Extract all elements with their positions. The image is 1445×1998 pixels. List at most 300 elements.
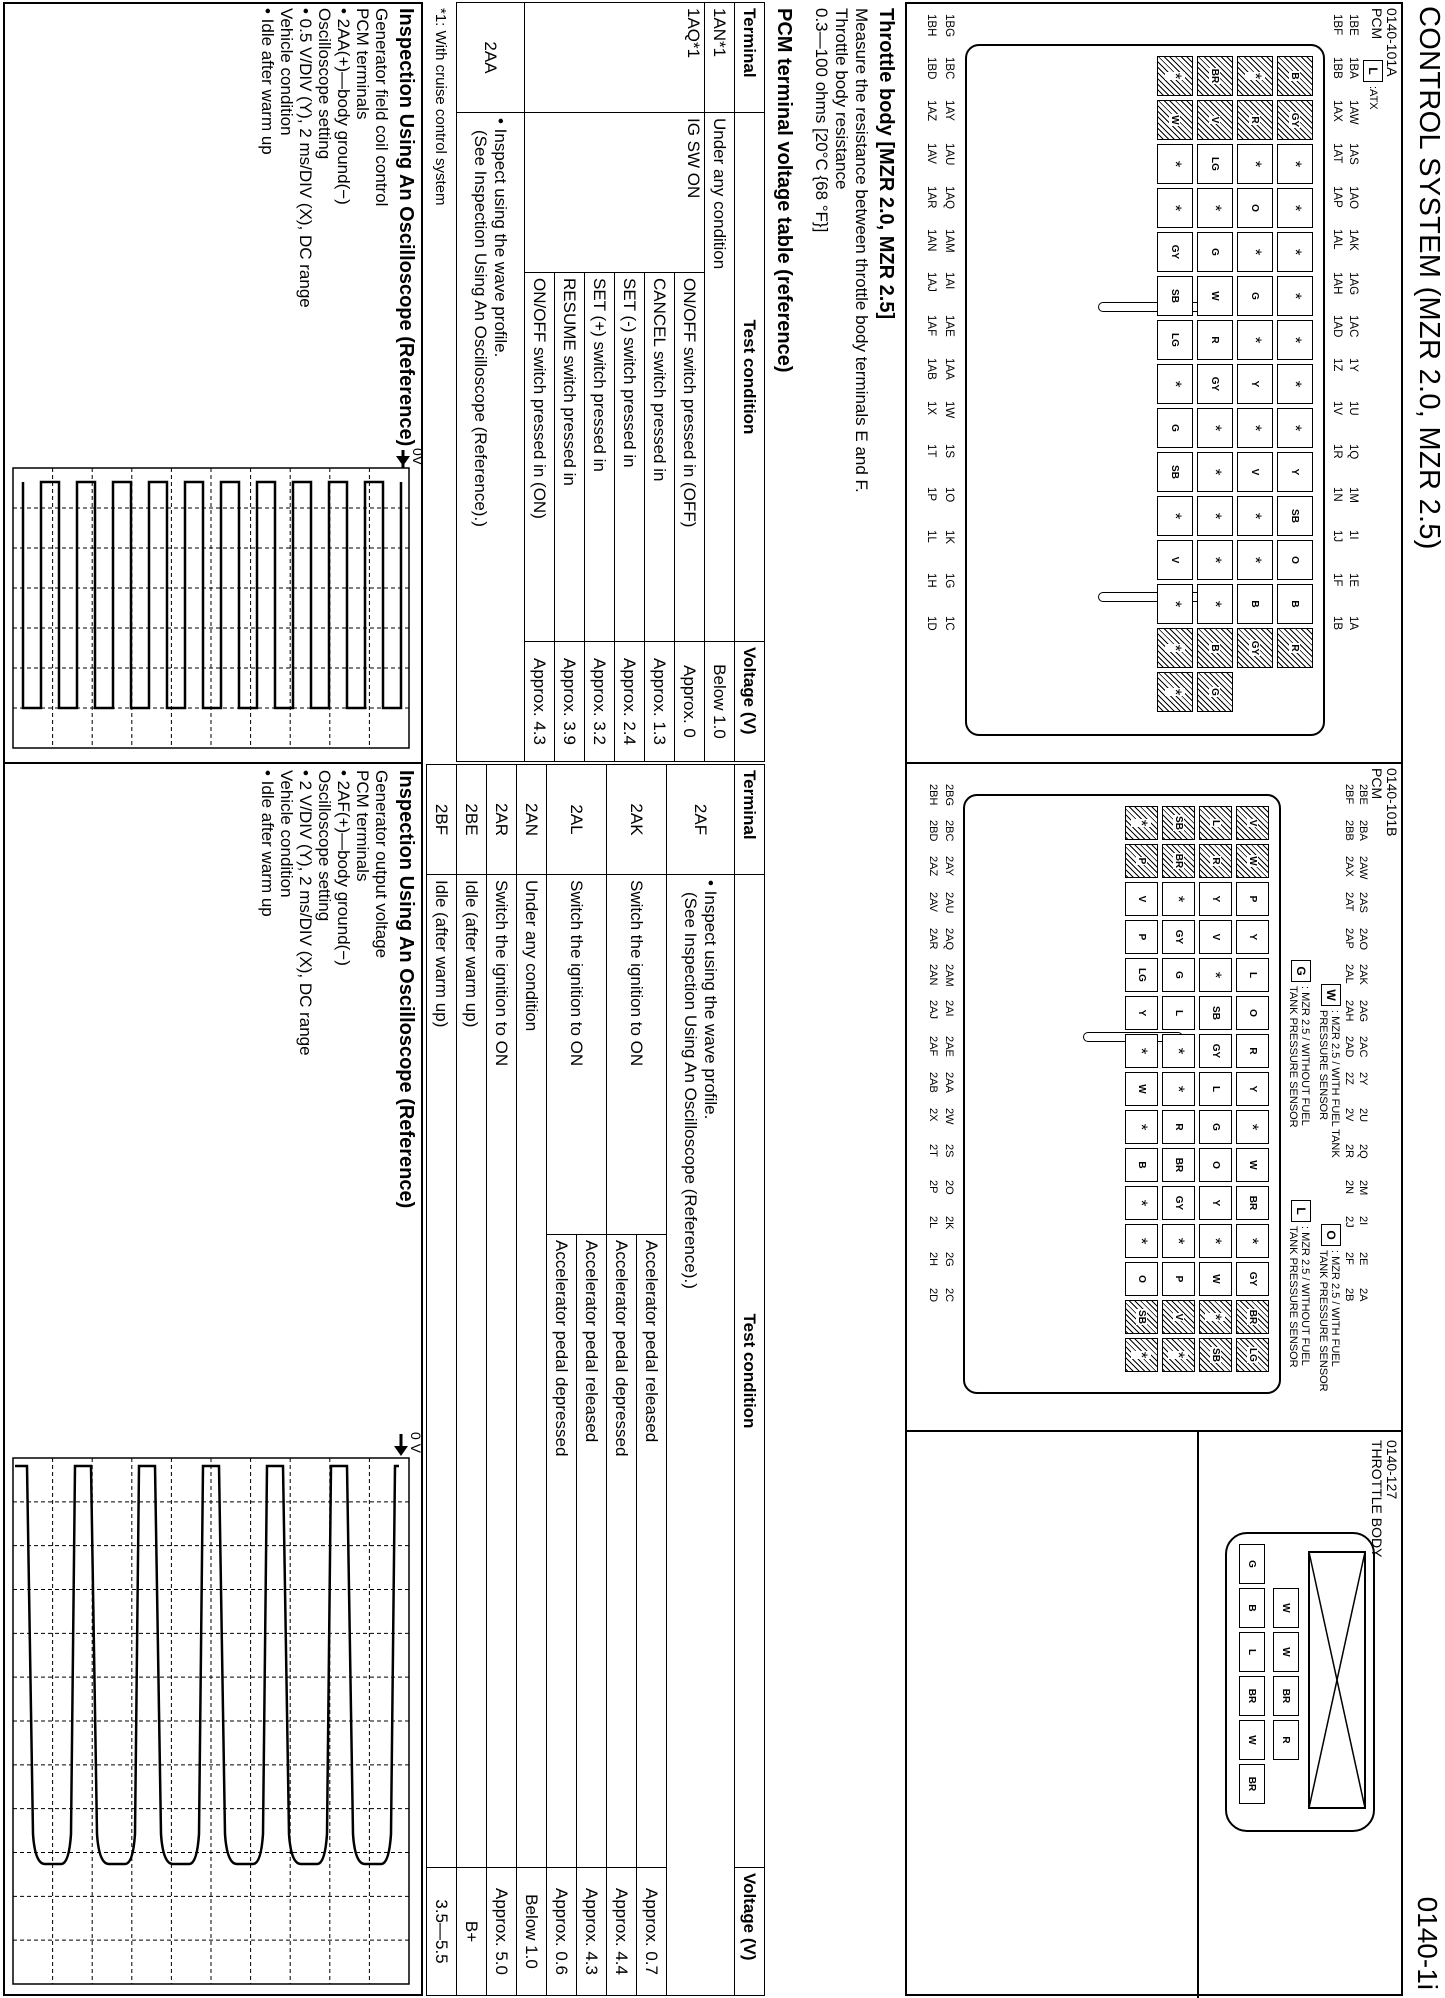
pcm-a-pin-label: 1BB — [1331, 57, 1343, 79]
pcm-a-terminal-cell: * — [1277, 276, 1313, 316]
condition-2an: Under any condition — [517, 875, 547, 1868]
scope-trace — [15, 1466, 399, 1864]
pcm-b-terminal-cell: * — [1199, 958, 1232, 992]
pcm-b-terminal-cell: W — [1199, 1262, 1232, 1296]
pcm-b-terminal-cell: O — [1199, 1148, 1232, 1182]
voltage-2bf: 3.5—5.5 — [427, 1868, 457, 1996]
zero-volt-label: 0V — [410, 448, 426, 466]
pcm-b-terminal-cell: P — [1236, 882, 1269, 916]
terminal-2an: 2AN — [517, 765, 547, 875]
terminal-2ar: 2AR — [487, 765, 517, 875]
throttle-cells-top — [1271, 1542, 1301, 1806]
pin-labels-b-row4 — [927, 784, 939, 1324]
pcm-b-terminal-cell: * — [1162, 882, 1195, 916]
terminal-1an: 1AN*1 — [705, 3, 735, 113]
condition-2af-line2: (See Inspection Using An Oscilloscope (Reference).) — [681, 892, 701, 1289]
sub-condition: ON/OFF switch pressed in (OFF) — [675, 273, 705, 642]
pcm-b-pin-label: 2BE — [1357, 784, 1369, 805]
pcm-a-terminal-cell: * — [1157, 364, 1193, 404]
pcm-b-pin-label: 2W — [943, 1108, 955, 1125]
atx-legend-text: :ATX — [1367, 86, 1379, 110]
zero-volt-arrow-head — [394, 1446, 408, 1456]
pcm-b-pin-label: 2K — [943, 1216, 955, 1230]
connector-a-cell-grid — [1155, 54, 1315, 714]
pcm-b-terminal-cell: SB — [1125, 1300, 1158, 1334]
pcm-b-pin-label: 2S — [943, 1144, 955, 1158]
col-condition-header-r: Test condition — [735, 875, 765, 1868]
pcm-a-pin-label: 1R — [1331, 444, 1343, 459]
zero-volt-arrow-head — [396, 456, 410, 466]
pcm-b-pin-label: 2V — [1343, 1108, 1355, 1122]
pcm-b-terminal-cell: W — [1236, 844, 1269, 878]
pcm-a-terminal-cell: G — [1237, 276, 1273, 316]
pcm-a-pin-label: 1M — [1347, 487, 1359, 503]
pcm-a-terminal-cell: G — [1197, 672, 1233, 712]
pcm-b-terminal-cell: SB — [1199, 1338, 1232, 1372]
connector-b-name: PCM — [1369, 768, 1385, 800]
voltage-value: Approx. 4.3 — [577, 1868, 607, 1996]
pcm-b-pin-label: 2AN — [927, 964, 939, 986]
pcm-b-pin-label: 2AA — [943, 1072, 955, 1093]
pin-labels-b-row1 — [1357, 784, 1369, 1324]
condition-2al: Switch the ignition to ON — [547, 875, 607, 1235]
voltage-value: Approx. 2.4 — [615, 642, 645, 762]
pcm-b-terminal-cell: Y — [1236, 1072, 1269, 1106]
scope-left-line: • 2AA(+)—body ground(−) — [334, 8, 353, 205]
pcm-b-pin-label: 2AS — [1357, 892, 1369, 913]
pcm-a-pin-label: 1AF — [925, 315, 937, 337]
pcm-b-pin-label: 2AH — [1343, 1000, 1355, 1022]
pcm-b-terminal-cell: * — [1236, 1110, 1269, 1144]
pcm-a-pin-label: 1AI — [943, 272, 955, 290]
pcm-a-pin-label: 1BF — [1331, 14, 1343, 36]
pcm-b-terminal-cell: * — [1125, 1224, 1158, 1258]
pcm-a-pin-label: 1X — [925, 401, 937, 416]
condition-2ak: Switch the ignition to ON — [607, 875, 667, 1235]
pcm-a-pin-label: 1L — [925, 530, 937, 543]
pcm-a-terminal-cell: GY — [1237, 628, 1273, 668]
scope-right-line: Generator output voltage — [372, 770, 391, 959]
voltage-value: Approx. 4.4 — [607, 1868, 637, 1996]
pcm-b-pin-label: 2AY — [943, 856, 955, 876]
sub-condition: Accelerator pedal depressed — [547, 1235, 577, 1868]
zero-volt-label: 0 V — [408, 1432, 424, 1454]
condition-2bf: Idle (after warm up) — [427, 875, 457, 1868]
pcm-a-terminal-cell: * — [1197, 188, 1233, 228]
pcm-b-terminal-cell: GY — [1162, 1186, 1195, 1220]
pcm-b-pin-label: 2AR — [927, 928, 939, 950]
pcm-b-pin-label: 2R — [1343, 1144, 1355, 1159]
pcm-a-terminal-cell: * — [1237, 496, 1273, 536]
pcm-a-terminal-cell: B — [1197, 628, 1233, 668]
legend-o-box: O — [1321, 1224, 1341, 1246]
pcm-b-pin-label: 2AZ — [927, 856, 939, 877]
scope-right-line: • Idle after warm up — [258, 770, 277, 917]
pcm-b-pin-label: 2AE — [943, 1036, 955, 1057]
pcm-b-pin-label: 2AJ — [927, 1000, 939, 1019]
pcm-a-pin-label: 1BE — [1347, 14, 1359, 36]
scope-right-line: Vehicle condition — [277, 770, 296, 898]
sub-condition: RESUME switch pressed in — [555, 273, 585, 642]
pcm-a-terminal-cell: R — [1277, 628, 1313, 668]
pcm-b-terminal-cell: GY — [1236, 1262, 1269, 1296]
scope-left-line: PCM terminals — [353, 8, 372, 120]
pcm-b-terminal-cell: * — [1162, 1034, 1195, 1068]
voltage-1an: Below 1.0 — [705, 642, 735, 762]
pcm-b-terminal-cell: W — [1236, 1148, 1269, 1182]
pcm-a-terminal-cell: W — [1157, 100, 1193, 140]
pcm-b-terminal-cell: * — [1199, 1224, 1232, 1258]
legend-l-line2: TANK PRESSURE SENSOR — [1287, 1226, 1299, 1368]
pcm-a-pin-label: 1AB — [925, 358, 937, 380]
pcm-a-terminal-cell: * — [1197, 452, 1233, 492]
pcm-a-pin-label: 1AZ — [925, 100, 937, 122]
pcm-b-terminal-cell: P — [1125, 920, 1158, 954]
pcm-a-terminal-cell: * — [1197, 408, 1233, 448]
pcm-a-pin-label: 1AQ — [943, 186, 955, 210]
pcm-a-pin-label: 1AR — [925, 186, 937, 209]
pcm-b-terminal-cell: * — [1162, 1224, 1195, 1258]
pcm-b-terminal-cell: BR — [1236, 1186, 1269, 1220]
sub-condition: SET (-) switch pressed in — [615, 273, 645, 642]
pcm-a-pin-label: 1AL — [1331, 229, 1343, 250]
pcm-a-pin-label: 1AP — [1331, 186, 1343, 208]
connector-b-code: 0140-101B — [1384, 768, 1400, 837]
legend-w-line2: PRESSURE SENSOR — [1317, 1010, 1329, 1121]
pcm-a-terminal-cell: * — [1157, 56, 1193, 96]
pcm-b-terminal-cell: V — [1236, 806, 1269, 840]
pcm-b-terminal-cell: L — [1236, 958, 1269, 992]
legend-w-box: W — [1321, 984, 1341, 1006]
pcm-b-pin-label: 2J — [1343, 1216, 1355, 1228]
pcm-a-terminal-cell: G — [1197, 232, 1233, 272]
pcm-a-pin-label: 1B — [1331, 616, 1343, 631]
throttle-cells-bottom — [1237, 1542, 1267, 1806]
pcm-b-terminal-cell: * — [1125, 1110, 1158, 1144]
pcm-a-terminal-cell: BR — [1197, 56, 1233, 96]
pcm-b-terminal-cell: R — [1199, 844, 1232, 878]
scope-left-line: Generator field coil control — [372, 8, 391, 207]
scope-left-line: • Idle after warm up — [258, 8, 277, 155]
pcm-a-terminal-cell: * — [1157, 144, 1193, 184]
scope-left-waveform — [7, 446, 426, 756]
pcm-a-pin-label: 1BD — [925, 57, 937, 80]
pcm-b-terminal-cell: P — [1162, 1262, 1195, 1296]
pcm-a-terminal-cell: LG — [1157, 320, 1193, 360]
pcm-a-pin-label: 1K — [943, 530, 955, 545]
atx-legend-box: L — [1363, 60, 1383, 82]
scope-left-line: Vehicle condition — [277, 8, 296, 136]
pcm-b-pin-label: 2A — [1357, 1288, 1369, 1302]
pcm-b-pin-label: 2I — [1357, 1216, 1369, 1226]
legend-l-line1: : MZR 2.5 / WITHOUT FUEL — [1299, 1226, 1311, 1366]
connector-throttle-body — [905, 1432, 1403, 1996]
pcm-b-pin-label: 2N — [1343, 1180, 1355, 1195]
terminal-2ak: 2AK — [607, 765, 667, 875]
voltage-table-right — [426, 764, 765, 1996]
pcm-a-terminal-cell: * — [1197, 540, 1233, 580]
pcm-a-terminal-cell: GY — [1197, 364, 1233, 404]
pcm-a-pin-label: 1AJ — [925, 272, 937, 292]
connector-pcm-b — [905, 764, 1403, 1430]
pcm-b-pin-label: 2BC — [943, 820, 955, 842]
pcm-a-pin-label: 1N — [1331, 487, 1343, 502]
pcm-a-terminal-cell: * — [1277, 320, 1313, 360]
throttle-terminal-cell: BR — [1239, 1676, 1265, 1716]
pcm-a-terminal-cell: LG — [1197, 144, 1233, 184]
pcm-b-terminal-cell: * — [1125, 1338, 1158, 1372]
pcm-b-pin-label: 2AF — [927, 1036, 939, 1057]
pcm-a-terminal-cell: * — [1237, 408, 1273, 448]
pcm-a-pin-label: 1AV — [925, 143, 937, 164]
voltage-table-title: PCM terminal voltage table (reference) — [773, 8, 795, 373]
pcm-a-pin-label: 1Y — [1347, 358, 1359, 373]
pcm-a-pin-label: 1A — [1347, 616, 1359, 631]
pcm-b-pin-label: 2AX — [1343, 856, 1355, 877]
pcm-b-pin-label: 2AB — [927, 1072, 939, 1093]
pcm-a-terminal-cell: * — [1237, 320, 1273, 360]
pcm-a-pin-label: 1Q — [1347, 444, 1359, 460]
pcm-b-pin-label: 2AG — [1357, 1000, 1369, 1023]
pcm-b-pin-label: 2BH — [927, 784, 939, 806]
pcm-a-pin-label: 1U — [1347, 401, 1359, 416]
pcm-a-terminal-cell: V — [1157, 540, 1193, 580]
pcm-a-pin-label: 1Z — [1331, 358, 1343, 372]
scope-left-title: Inspection Using An Oscilloscope (Reference) — [395, 8, 417, 447]
pcm-a-pin-label: 1T — [925, 444, 937, 458]
voltage-value: Approx. 3.2 — [585, 642, 615, 762]
pcm-a-terminal-cell: SB — [1277, 496, 1313, 536]
pcm-b-pin-label: 2AP — [1343, 928, 1355, 949]
pcm-b-terminal-cell: BR — [1162, 844, 1195, 878]
throttle-sensor-symbol — [1307, 1550, 1367, 1810]
pcm-b-terminal-cell: W — [1125, 1072, 1158, 1106]
pcm-b-pin-label: 2D — [927, 1288, 939, 1303]
throttle-terminal-cell: R — [1273, 1720, 1299, 1760]
throttle-line-1: Measure the resistance between throttle body terminals E and F. — [852, 8, 871, 493]
pcm-a-terminal-cell: R — [1237, 100, 1273, 140]
pcm-a-pin-label: 1AO — [1347, 186, 1359, 210]
pcm-b-pin-label: 2B — [1343, 1288, 1355, 1302]
pcm-a-terminal-cell: GY — [1277, 100, 1313, 140]
condition-2aa-line2: (See Inspection Using An Oscilloscope (Reference).) — [471, 130, 491, 527]
pcm-a-terminal-cell: B — [1277, 56, 1313, 96]
pcm-b-pin-label: 2X — [927, 1108, 939, 1122]
col-terminal-header-r: Terminal — [735, 765, 765, 875]
voltage-value: Approx. 0 — [675, 642, 705, 762]
pcm-a-terminal-cell: V — [1197, 100, 1233, 140]
pcm-a-pin-label: 1D — [925, 616, 937, 631]
pcm-b-pin-label: 2BB — [1343, 820, 1355, 841]
pcm-a-terminal-cell: * — [1277, 188, 1313, 228]
pcm-b-terminal-cell: V — [1199, 920, 1232, 954]
pcm-a-pin-label: 1W — [943, 401, 955, 419]
scope-right-line: • 2AF(+)—body ground(−) — [334, 770, 353, 966]
pcm-b-pin-label: 2L — [927, 1216, 939, 1229]
scope-right-title: Inspection Using An Oscilloscope (Reference) — [395, 770, 417, 1209]
pcm-b-pin-label: 2AQ — [943, 928, 955, 951]
legend-w-line1: : MZR 2.5 / WITH FUEL TANK — [1329, 1010, 1341, 1158]
throttle-terminal-cell: W — [1239, 1720, 1265, 1760]
scope-right-waveform — [7, 1430, 424, 1990]
pcm-a-terminal-cell: B — [1277, 584, 1313, 624]
pcm-a-terminal-cell: * — [1237, 56, 1273, 96]
pcm-a-terminal-cell: SB — [1157, 276, 1193, 316]
throttle-line-2: Throttle body resistance — [832, 8, 851, 190]
pcm-a-terminal-cell: * — [1237, 232, 1273, 272]
pcm-b-pin-label: 2F — [1343, 1252, 1355, 1265]
pcm-b-terminal-cell: * — [1125, 1186, 1158, 1220]
pcm-b-pin-label: 2M — [1357, 1180, 1369, 1196]
pcm-a-pin-label: 1G — [943, 573, 955, 589]
pcm-a-terminal-cell: * — [1157, 188, 1193, 228]
pcm-b-pin-label: 2AT — [1343, 892, 1355, 912]
pcm-a-pin-label: 1J — [1331, 530, 1343, 543]
pcm-b-terminal-cell: * — [1125, 1034, 1158, 1068]
sub-condition: ON/OFF switch pressed in (ON) — [525, 273, 555, 642]
pcm-b-pin-label: 2AW — [1357, 856, 1369, 880]
pcm-b-pin-label: 2Z — [1343, 1072, 1355, 1085]
pcm-b-terminal-cell: L — [1199, 1072, 1232, 1106]
pcm-a-terminal-cell: * — [1277, 144, 1313, 184]
pcm-b-terminal-cell: BR — [1236, 1300, 1269, 1334]
scope-left-line: Oscilloscope setting — [315, 8, 334, 160]
legend-g-line1: : MZR 2.5 / WITHOUT FUEL — [1299, 986, 1311, 1126]
terminal-1aq: 1AQ*1 — [525, 3, 705, 113]
pcm-b-terminal-cell: SB — [1162, 806, 1195, 840]
voltage-value: Approx. 0.6 — [547, 1868, 577, 1996]
throttle-terminal-cell: W — [1273, 1588, 1299, 1628]
voltage-2be: B+ — [457, 1868, 487, 1996]
sub-condition: CANCEL switch pressed in — [645, 273, 675, 642]
legend-o-line1: : MZR 2.5 / WITH FUEL — [1329, 1250, 1341, 1367]
pcm-b-pin-label: 2AM — [943, 964, 955, 987]
connector-b-cell-grid — [1123, 804, 1271, 1374]
pcm-a-pin-label: 1AM — [943, 229, 955, 253]
pcm-b-terminal-cell: BR — [1162, 1148, 1195, 1182]
pcm-b-terminal-cell: G — [1162, 958, 1195, 992]
pcm-b-terminal-cell: * — [1162, 1072, 1195, 1106]
pcm-b-terminal-cell: Y — [1236, 920, 1269, 954]
pcm-a-pin-label: 1AY — [943, 100, 955, 121]
pcm-b-terminal-cell: LG — [1236, 1338, 1269, 1372]
throttle-section-title: Throttle body [MZR 2.0, MZR 2.5] — [875, 8, 897, 320]
pcm-a-terminal-cell: GY — [1157, 232, 1193, 272]
pcm-b-terminal-cell: R — [1236, 1034, 1269, 1068]
pcm-a-pin-label: 1S — [943, 444, 955, 459]
pcm-b-pin-label: 2BF — [1343, 784, 1355, 805]
pcm-b-pin-label: 2AI — [943, 1000, 955, 1017]
pcm-b-terminal-cell: Y — [1199, 882, 1232, 916]
throttle-terminal-cell: B — [1239, 1588, 1265, 1628]
legend-g-box: G — [1291, 960, 1311, 982]
pcm-a-pin-label: 1BG — [943, 14, 955, 38]
pin-labels-b-row3 — [943, 784, 955, 1324]
pcm-b-pin-label: 2BD — [927, 820, 939, 842]
pcm-b-terminal-cell: * — [1162, 1338, 1195, 1372]
pcm-b-terminal-cell: SB — [1199, 996, 1232, 1030]
pcm-b-terminal-cell: V — [1162, 1300, 1195, 1334]
pcm-a-pin-label: 1AA — [943, 358, 955, 380]
connector-a-name: PCM — [1369, 8, 1385, 40]
pcm-b-pin-label: 2P — [927, 1180, 939, 1194]
pcm-a-terminal-cell: Y — [1237, 364, 1273, 404]
pcm-b-pin-label: 2T — [927, 1144, 939, 1157]
pcm-b-pin-label: 2Q — [1357, 1144, 1369, 1159]
condition-2be: Idle (after warm up) — [457, 875, 487, 1868]
pcm-a-pin-label: 1C — [943, 616, 955, 631]
pcm-a-terminal-cell: V — [1237, 452, 1273, 492]
pcm-b-terminal-cell: GY — [1199, 1034, 1232, 1068]
condition-2af-line1: • Inspect using the wave profile. — [701, 880, 721, 1120]
voltage-2an: Below 1.0 — [517, 1868, 547, 1996]
pcm-b-terminal-cell: P — [1125, 844, 1158, 878]
pcm-a-terminal-cell: * — [1197, 584, 1233, 624]
pcm-b-pin-label: 2AU — [943, 892, 955, 914]
condition-1aq: IG SW ON — [525, 113, 705, 273]
legend-g-line2: TANK PRESSURE SENSOR — [1287, 986, 1299, 1128]
pcm-a-pin-label: 1O — [943, 487, 955, 503]
pcm-a-terminal-cell: Y — [1277, 452, 1313, 492]
pcm-a-pin-label: 1AH — [1331, 272, 1343, 295]
page-title: CONTROL SYSTEM (MZR 2.0, MZR 2.5) — [1413, 6, 1445, 550]
pcm-a-pin-label: 1P — [925, 487, 937, 502]
legend-l-box: L — [1291, 1200, 1311, 1222]
pcm-a-terminal-cell: R — [1197, 320, 1233, 360]
pcm-b-pin-label: 2BG — [943, 784, 955, 807]
pcm-b-terminal-cell: GY — [1162, 920, 1195, 954]
pcm-b-terminal-cell: * — [1125, 806, 1158, 840]
pcm-a-pin-label: 1E — [1347, 573, 1359, 588]
condition-2ar: Switch the ignition to ON — [487, 875, 517, 1868]
scope-right-line: • 2 V/DIV (Y), 2 ms/DIV (X), DC range — [296, 770, 315, 1056]
pcm-b-terminal-cell: Y — [1199, 1186, 1232, 1220]
pcm-a-pin-label: 1BA — [1347, 57, 1359, 79]
pcm-b-terminal-cell: Y — [1125, 996, 1158, 1030]
pcm-a-pin-label: 1AC — [1347, 315, 1359, 338]
scope-left-line: • 0.5 V/DIV (Y), 2 ms/DIV (X), DC range — [296, 8, 315, 308]
pcm-a-terminal-cell: G — [1157, 408, 1193, 448]
voltage-value: Approx. 1.3 — [645, 642, 675, 762]
col-terminal-header: Terminal — [735, 3, 765, 113]
col-voltage-header: Voltage (V) — [735, 642, 765, 762]
pin-labels-a-row2 — [1331, 14, 1343, 659]
pcm-a-pin-label: 1AN — [925, 229, 937, 252]
connector-pcm-a — [905, 2, 1403, 764]
pcm-a-terminal-cell: B — [1237, 584, 1273, 624]
pcm-b-terminal-cell: G — [1199, 1110, 1232, 1144]
pcm-b-terminal-cell: O — [1125, 1262, 1158, 1296]
pcm-a-pin-label: 1AG — [1347, 272, 1359, 296]
pcm-b-pin-label: 2AV — [927, 892, 939, 912]
throttle-terminal-cell: L — [1239, 1632, 1265, 1672]
pcm-b-pin-label: 2U — [1357, 1108, 1369, 1123]
pcm-a-terminal-cell: * — [1157, 628, 1193, 668]
pcm-b-pin-label: 2Y — [1357, 1072, 1369, 1086]
terminal-2bf: 2BF — [427, 765, 457, 875]
sub-condition: SET (+) switch pressed in — [585, 273, 615, 642]
sub-condition: Accelerator pedal released — [637, 1235, 667, 1868]
voltage-value: Approx. 0.7 — [637, 1868, 667, 1996]
pcm-a-pin-label: 1H — [925, 573, 937, 588]
pcm-b-pin-label: 2BA — [1357, 820, 1369, 841]
pcm-a-terminal-cell: * — [1237, 540, 1273, 580]
terminal-2af: 2AF — [667, 765, 735, 875]
pin-labels-a-row3 — [943, 14, 955, 659]
pcm-b-pin-label: 2E — [1357, 1252, 1369, 1266]
pcm-a-pin-label: 1BC — [943, 57, 955, 80]
pcm-a-terminal-cell: * — [1157, 584, 1193, 624]
